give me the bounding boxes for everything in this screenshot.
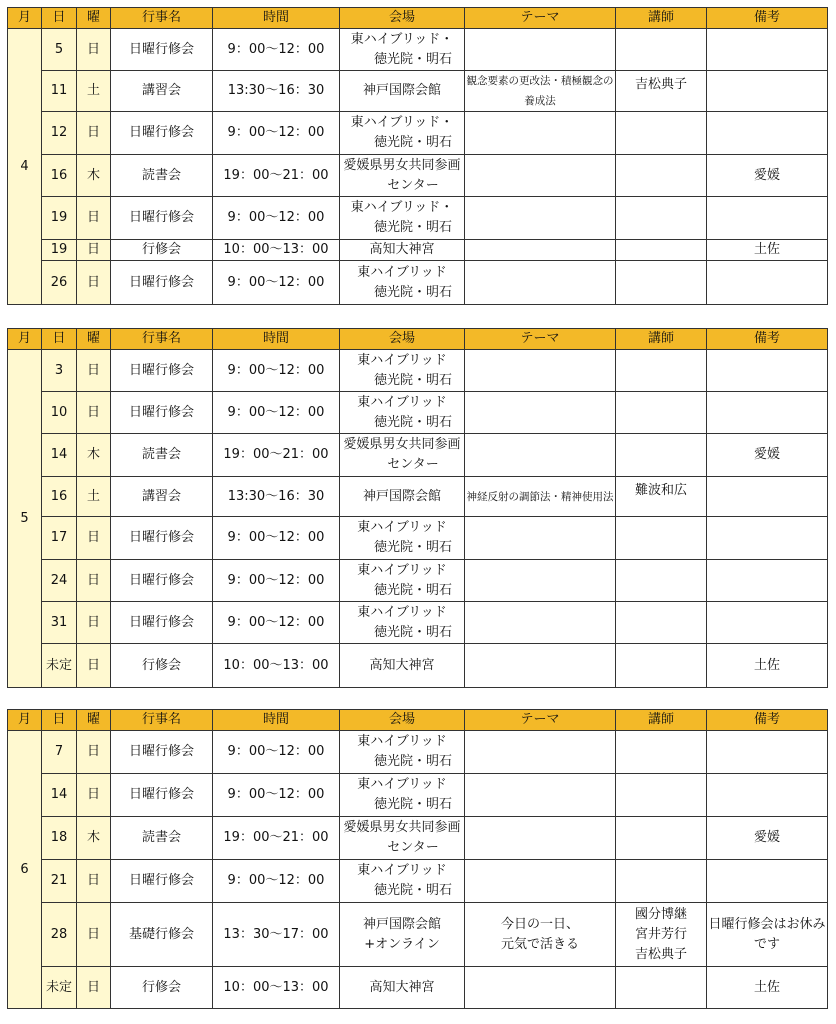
notes-cell: 愛媛 xyxy=(707,817,828,860)
time-cell: 13:30〜16：30 xyxy=(213,71,340,112)
weekday-cell: 日 xyxy=(77,517,111,560)
event-name-cell: 日曜行修会 xyxy=(111,350,213,392)
header-theme: テーマ xyxy=(465,8,616,29)
lecturer-cell xyxy=(616,817,707,860)
header-month: 月 xyxy=(8,8,42,29)
notes-cell xyxy=(707,477,828,517)
header-dow: 曜 xyxy=(77,8,111,29)
header-time: 時間 xyxy=(213,710,340,731)
table-row xyxy=(8,644,828,688)
venue-line: 愛媛県男女共同参画 xyxy=(343,820,461,835)
table-row xyxy=(8,197,828,240)
lecturer-cell xyxy=(616,155,707,197)
venue-cell xyxy=(340,350,465,392)
event-name-cell: 日曜行修会 xyxy=(111,29,213,71)
header-dow: 曜 xyxy=(77,329,111,350)
month-cell: 4 xyxy=(8,29,42,305)
month-cell: 6 xyxy=(8,731,42,1009)
lecturer-name: 宮井芳行 xyxy=(634,926,687,942)
venue-cell xyxy=(340,71,465,112)
notes-cell: 愛媛 xyxy=(707,434,828,477)
table-row xyxy=(8,350,828,392)
theme-cell xyxy=(465,197,616,240)
notes-cell: 土佐 xyxy=(707,644,828,688)
weekday-cell: 日 xyxy=(77,197,111,240)
event-name-cell: 読書会 xyxy=(111,817,213,860)
time-cell: 9：00〜12：00 xyxy=(213,602,340,644)
weekday-cell: 日 xyxy=(77,261,111,305)
venue-line: 徳光院・明石 xyxy=(373,135,452,150)
venue-line: 徳光院・明石 xyxy=(373,754,452,769)
header-venue: 会場 xyxy=(340,329,465,350)
header-notes: 備考 xyxy=(707,329,828,350)
theme-cell xyxy=(465,560,616,602)
header-event: 行事名 xyxy=(111,329,213,350)
month-cell: 5 xyxy=(8,350,42,688)
weekday-cell: 土 xyxy=(77,71,111,112)
event-name-cell: 日曜行修会 xyxy=(111,112,213,155)
header-notes: 備考 xyxy=(707,710,828,731)
lecturer-cell xyxy=(616,197,707,240)
table-row xyxy=(8,29,828,71)
time-cell: 9：00〜12：00 xyxy=(213,197,340,240)
venue-line: 東ハイブリッド xyxy=(357,352,447,368)
day-cell: 28 xyxy=(42,903,77,967)
venue-line: 徳光院・明石 xyxy=(373,883,452,898)
schedule-table-month-4 xyxy=(7,7,828,305)
event-name-cell: 日曜行修会 xyxy=(111,774,213,817)
header-venue: 会場 xyxy=(340,710,465,731)
notes-cell: 日曜行修会はお休みです xyxy=(707,903,828,967)
lecturer-cell xyxy=(616,644,707,688)
table-row xyxy=(8,774,828,817)
weekday-cell: 日 xyxy=(77,29,111,71)
lecturer-cell xyxy=(616,261,707,305)
lecturer-cell xyxy=(616,731,707,774)
table-row xyxy=(8,560,828,602)
venue-cell xyxy=(340,731,465,774)
weekday-cell: 日 xyxy=(77,112,111,155)
day-cell: 10 xyxy=(42,392,77,434)
theme-cell xyxy=(465,240,616,261)
venue-cell xyxy=(340,392,465,434)
lecturer-cell xyxy=(616,477,707,517)
notes-cell xyxy=(707,774,828,817)
lecturer-cell xyxy=(616,517,707,560)
event-name-cell: 日曜行修会 xyxy=(111,860,213,903)
table-row xyxy=(8,392,828,434)
header-event: 行事名 xyxy=(111,710,213,731)
theme-cell xyxy=(465,261,616,305)
header-notes: 備考 xyxy=(707,8,828,29)
venue-line: 徳光院・明石 xyxy=(373,624,452,640)
event-name-cell: 日曜行修会 xyxy=(111,197,213,240)
notes-cell: 土佐 xyxy=(707,967,828,1009)
day-cell: 26 xyxy=(42,261,77,305)
venue-line: 徳光院・明石 xyxy=(373,220,452,235)
notes-cell xyxy=(707,29,828,71)
notes-cell: 土佐 xyxy=(707,240,828,261)
theme-cell xyxy=(465,817,616,860)
notes-cell xyxy=(707,517,828,560)
venue-line: 徳光院・明石 xyxy=(373,284,452,300)
weekday-cell: 木 xyxy=(77,155,111,197)
lecturer-cell xyxy=(616,71,707,112)
venue-cell xyxy=(340,29,465,71)
day-cell: 18 xyxy=(42,817,77,860)
time-cell: 9：00〜12：00 xyxy=(213,261,340,305)
event-name-cell: 読書会 xyxy=(111,434,213,477)
theme-cell xyxy=(465,434,616,477)
weekday-cell: 日 xyxy=(77,774,111,817)
theme-cell xyxy=(465,155,616,197)
time-cell: 10：00〜13：00 xyxy=(213,967,340,1009)
venue-line: センター xyxy=(387,457,439,472)
lecturer-cell xyxy=(616,29,707,71)
weekday-cell: 土 xyxy=(77,477,111,517)
theme-cell xyxy=(465,644,616,688)
weekday-cell: 日 xyxy=(77,560,111,602)
event-name-cell: 行修会 xyxy=(111,644,213,688)
theme-cell: 神経反射の調節法・精神使用法 xyxy=(465,477,616,517)
event-name-cell: 日曜行修会 xyxy=(111,602,213,644)
day-cell: 12 xyxy=(42,112,77,155)
venue-line: 東ハイブリッド xyxy=(357,520,447,535)
event-name-cell: 日曜行修会 xyxy=(111,731,213,774)
day-cell: 未定 xyxy=(42,644,77,688)
day-cell: 5 xyxy=(42,29,77,71)
venue-line: 徳光院・明石 xyxy=(373,51,452,67)
time-cell: 9：00〜12：00 xyxy=(213,392,340,434)
venue-line: 高知大神宮 xyxy=(369,242,435,257)
header-time: 時間 xyxy=(213,8,340,29)
venue-line: 東ハイブリッド xyxy=(357,562,447,578)
table-row xyxy=(8,240,828,261)
time-cell: 9：00〜12：00 xyxy=(213,112,340,155)
schedule-table-month-6 xyxy=(7,709,828,1009)
venue-line: 徳光院・明石 xyxy=(373,797,452,812)
venue-line: センター xyxy=(387,840,439,855)
venue-cell xyxy=(340,903,465,967)
time-cell: 9：00〜12：00 xyxy=(213,731,340,774)
header-lecturer: 講師 xyxy=(616,710,707,731)
venue-line: 東ハイブリッド xyxy=(357,264,447,280)
lecturer-cell xyxy=(616,560,707,602)
theme-cell xyxy=(465,350,616,392)
venue-line: 東ハイブリッド xyxy=(357,604,447,620)
venue-line: 愛媛県男女共同参画 xyxy=(343,157,461,173)
venue-cell xyxy=(340,774,465,817)
weekday-cell: 木 xyxy=(77,434,111,477)
day-cell: 24 xyxy=(42,560,77,602)
table-row xyxy=(8,261,828,305)
header-time: 時間 xyxy=(213,329,340,350)
lecturer-name: 吉松典子 xyxy=(634,946,687,962)
lecturer-cell xyxy=(616,967,707,1009)
weekday-cell: 日 xyxy=(77,392,111,434)
time-cell: 19：00〜21：00 xyxy=(213,434,340,477)
venue-cell xyxy=(340,560,465,602)
event-name-cell: 日曜行修会 xyxy=(111,517,213,560)
day-cell: 未定 xyxy=(42,967,77,1009)
weekday-cell: 日 xyxy=(77,602,111,644)
day-cell: 19 xyxy=(42,197,77,240)
event-name-cell: 行修会 xyxy=(111,967,213,1009)
header-month: 月 xyxy=(8,329,42,350)
header-row xyxy=(8,710,828,731)
venue-line: 東ハイブリッド xyxy=(357,863,447,878)
event-name-cell: 基礎行修会 xyxy=(111,903,213,967)
venue-line: 東ハイブリッド・ xyxy=(350,31,454,47)
venue-cell xyxy=(340,602,465,644)
theme-cell xyxy=(465,774,616,817)
weekday-cell: 日 xyxy=(77,644,111,688)
weekday-cell: 日 xyxy=(77,731,111,774)
venue-line: 東ハイブリッド・ xyxy=(350,115,454,130)
theme-cell xyxy=(465,392,616,434)
venue-cell xyxy=(340,477,465,517)
event-name-cell: 行修会 xyxy=(111,240,213,261)
notes-cell xyxy=(707,731,828,774)
header-theme: テーマ xyxy=(465,710,616,731)
table-row xyxy=(8,903,828,967)
day-cell: 19 xyxy=(42,240,77,261)
day-cell: 16 xyxy=(42,477,77,517)
venue-line: 徳光院・明石 xyxy=(373,414,452,430)
notes-cell xyxy=(707,71,828,112)
theme-cell xyxy=(465,731,616,774)
header-row xyxy=(8,329,828,350)
table-row xyxy=(8,860,828,903)
venue-cell xyxy=(340,644,465,688)
day-cell: 11 xyxy=(42,71,77,112)
event-name-cell: 講習会 xyxy=(111,71,213,112)
venue-line: 東ハイブリッド xyxy=(357,777,447,792)
lecturer-cell xyxy=(616,434,707,477)
header-venue: 会場 xyxy=(340,8,465,29)
notes-cell xyxy=(707,350,828,392)
venue-cell xyxy=(340,967,465,1009)
time-cell: 9：00〜12：00 xyxy=(213,29,340,71)
notes-cell xyxy=(707,261,828,305)
weekday-cell: 木 xyxy=(77,817,111,860)
table-row xyxy=(8,434,828,477)
table-row xyxy=(8,477,828,517)
time-cell: 10：00〜13：00 xyxy=(213,240,340,261)
table-row xyxy=(8,967,828,1009)
theme-cell xyxy=(465,860,616,903)
notes-cell xyxy=(707,197,828,240)
notes-cell xyxy=(707,560,828,602)
venue-line: 徳光院・明石 xyxy=(373,540,452,555)
header-row xyxy=(8,8,828,29)
venue-cell xyxy=(340,261,465,305)
event-name-cell: 日曜行修会 xyxy=(111,560,213,602)
table-row xyxy=(8,731,828,774)
venue-line: 東ハイブリッド xyxy=(357,734,447,749)
table-row xyxy=(8,517,828,560)
header-dow: 曜 xyxy=(77,710,111,731)
theme-cell xyxy=(465,602,616,644)
venue-line: 神戸国際会館 xyxy=(362,488,441,504)
venue-cell xyxy=(340,155,465,197)
header-lecturer: 講師 xyxy=(616,8,707,29)
time-cell: 9：00〜12：00 xyxy=(213,350,340,392)
weekday-cell: 日 xyxy=(77,240,111,261)
venue-cell xyxy=(340,517,465,560)
theme-cell xyxy=(465,29,616,71)
venue-cell xyxy=(340,240,465,261)
day-cell: 14 xyxy=(42,774,77,817)
lecturer-cell xyxy=(616,240,707,261)
header-day: 日 xyxy=(42,329,77,350)
venue-line: センター xyxy=(387,177,439,193)
time-cell: 13:30〜16：30 xyxy=(213,477,340,517)
theme-cell xyxy=(465,112,616,155)
day-cell: 21 xyxy=(42,860,77,903)
venue-line: 東ハイブリッド xyxy=(357,394,447,410)
header-lecturer: 講師 xyxy=(616,329,707,350)
venue-line: 東ハイブリッド・ xyxy=(350,200,454,215)
day-cell: 17 xyxy=(42,517,77,560)
header-day: 日 xyxy=(42,8,77,29)
venue-line: 愛媛県男女共同参画 xyxy=(343,437,461,452)
header-theme: テーマ xyxy=(465,329,616,350)
venue-line: +オンライン xyxy=(364,936,440,952)
time-cell: 13：30〜17：00 xyxy=(213,903,340,967)
header-month: 月 xyxy=(8,710,42,731)
venue-cell xyxy=(340,434,465,477)
notes-cell xyxy=(707,392,828,434)
venue-line: 高知大神宮 xyxy=(369,657,435,673)
weekday-cell: 日 xyxy=(77,903,111,967)
header-day: 日 xyxy=(42,710,77,731)
event-name-cell: 日曜行修会 xyxy=(111,392,213,434)
time-cell: 9：00〜12：00 xyxy=(213,560,340,602)
event-name-cell: 日曜行修会 xyxy=(111,261,213,305)
weekday-cell: 日 xyxy=(77,967,111,1009)
schedule-table-month-5 xyxy=(7,328,828,688)
time-cell: 19：00〜21：00 xyxy=(213,155,340,197)
weekday-cell: 日 xyxy=(77,860,111,903)
theme-cell: 今日の一日、 元気で活きる xyxy=(465,903,616,967)
event-name-cell: 講習会 xyxy=(111,477,213,517)
time-cell: 9：00〜12：00 xyxy=(213,774,340,817)
notes-cell xyxy=(707,860,828,903)
time-cell: 10：00〜13：00 xyxy=(213,644,340,688)
time-cell: 19：00〜21：00 xyxy=(213,817,340,860)
weekday-cell: 日 xyxy=(77,350,111,392)
lecturer-cell xyxy=(616,903,707,967)
day-cell: 7 xyxy=(42,731,77,774)
lecturer-cell xyxy=(616,602,707,644)
table-row xyxy=(8,112,828,155)
venue-cell xyxy=(340,860,465,903)
table-row xyxy=(8,817,828,860)
theme-cell: 観念要素の更改法・積極観念の養成法 xyxy=(465,71,616,112)
venue-cell xyxy=(340,112,465,155)
header-event: 行事名 xyxy=(111,8,213,29)
venue-line: 神戸国際会館 xyxy=(362,83,441,98)
notes-cell xyxy=(707,602,828,644)
day-cell: 3 xyxy=(42,350,77,392)
lecturer-name: 吉松典子 xyxy=(634,77,687,92)
lecturer-cell xyxy=(616,860,707,903)
notes-cell xyxy=(707,112,828,155)
table-row xyxy=(8,71,828,112)
lecturer-cell xyxy=(616,774,707,817)
venue-cell xyxy=(340,197,465,240)
theme-cell xyxy=(465,517,616,560)
lecturer-name: 國分博継 xyxy=(634,906,687,922)
venue-line: 高知大神宮 xyxy=(369,979,435,995)
day-cell: 16 xyxy=(42,155,77,197)
event-name-cell: 読書会 xyxy=(111,155,213,197)
lecturer-cell xyxy=(616,112,707,155)
lecturer-name: 難波和広 xyxy=(634,483,687,498)
venue-line: 徳光院・明石 xyxy=(373,582,452,598)
time-cell: 9：00〜12：00 xyxy=(213,860,340,903)
venue-line: 神戸国際会館 xyxy=(362,916,441,932)
day-cell: 14 xyxy=(42,434,77,477)
lecturer-cell xyxy=(616,392,707,434)
time-cell: 9：00〜12：00 xyxy=(213,517,340,560)
theme-cell xyxy=(465,967,616,1009)
venue-cell xyxy=(340,817,465,860)
day-cell: 31 xyxy=(42,602,77,644)
table-row xyxy=(8,602,828,644)
venue-line: 徳光院・明石 xyxy=(373,372,452,388)
notes-cell: 愛媛 xyxy=(707,155,828,197)
lecturer-cell xyxy=(616,350,707,392)
table-row xyxy=(8,155,828,197)
